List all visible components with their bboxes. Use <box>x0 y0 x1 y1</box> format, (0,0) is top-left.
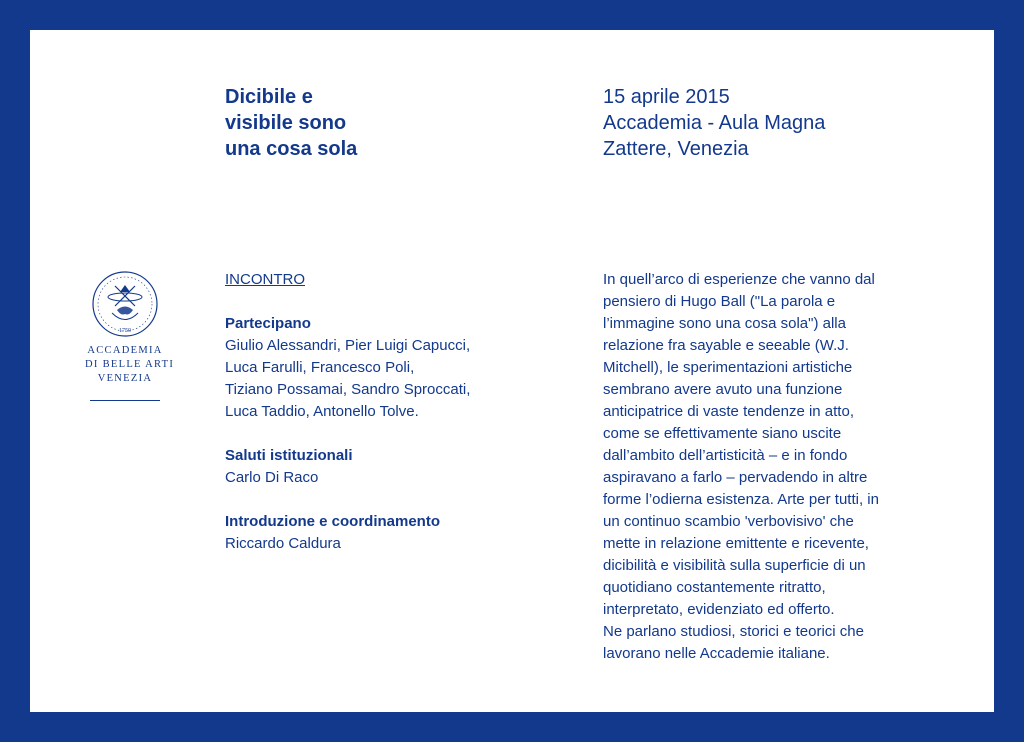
description-text <box>603 269 973 665</box>
event-location: Zattere, Venezia <box>603 138 749 160</box>
program-column <box>225 269 555 577</box>
academy-logo <box>85 270 175 401</box>
description-line: relazione fra sayable e seeable (W.J. <box>603 337 849 354</box>
participants-line: Giulio Alessandri, Pier Luigi Capucci, <box>225 337 471 354</box>
greetings-name: Carlo Di Raco <box>225 469 319 486</box>
description-line: dall’ambito dell’artisticità – e in fondo <box>603 447 848 464</box>
title-line: visibile sono <box>225 112 347 134</box>
participants-group <box>225 313 555 423</box>
title-line: Dicibile e <box>225 86 313 108</box>
description-line: quotidiano costantemente ritratto, <box>603 579 826 596</box>
event-title <box>225 84 485 162</box>
description-line: dicibilità e visibilità sulla superficie di un <box>603 557 866 574</box>
academy-name-line: DI BELLE ARTI <box>85 359 175 370</box>
description-line: pensiero di Hugo Ball ("La parola e <box>603 293 836 310</box>
description-line: lavorano nelle Accademie italiane. <box>603 645 830 662</box>
academy-name-line: ACCADEMIA <box>87 345 163 356</box>
description-line: un continuo scambio 'verbovisivo' che <box>603 513 854 530</box>
introduction-group <box>225 511 555 555</box>
description-line: interpretato, evidenziato ed offerto. <box>603 601 835 618</box>
title-line: una cosa sola <box>225 138 358 160</box>
introduction-name: Riccardo Caldura <box>225 535 341 552</box>
logo-divider <box>90 400 160 401</box>
description-line: Mitchell), le sperimentazioni artistiche <box>603 359 853 376</box>
description-line: l’immagine sono una cosa sola") alla <box>603 315 846 332</box>
description-line: aspiravano a farlo – pervadendo in altre <box>603 469 868 486</box>
academy-name-line: VENEZIA <box>97 373 153 384</box>
event-details <box>603 84 963 162</box>
greetings-heading: Saluti istituzionali <box>225 447 353 464</box>
description-line: forme l’odierna esistenza. Arte per tutti, in <box>603 491 879 508</box>
introduction-heading: Introduzione e coordinamento <box>225 513 441 530</box>
section-label-incontro: INCONTRO <box>225 271 305 288</box>
description-line: mette in relazione emittente e ricevente, <box>603 535 869 552</box>
participants-line: Luca Farulli, Francesco Poli, <box>225 359 415 376</box>
event-date: 15 aprile 2015 <box>603 86 730 108</box>
participants-line: Tiziano Possamai, Sandro Sproccati, <box>225 381 471 398</box>
invitation-card <box>30 30 994 712</box>
participants-heading: Partecipano <box>225 315 311 332</box>
description-line: anticipatrice di vaste tendenze in atto, <box>603 403 854 420</box>
description-line: sembrano avere avuto una funzione <box>603 381 843 398</box>
description-line: come se effettivamente siano uscite <box>603 425 842 442</box>
description-line: In quell’arco di esperienze che vanno dal <box>603 271 875 288</box>
description-line: Ne parlano studiosi, storici e teorici che <box>603 623 864 640</box>
greetings-group <box>225 445 555 489</box>
academy-name <box>85 344 175 386</box>
academy-seal-icon <box>91 270 159 338</box>
seal-year: 1750 <box>119 328 131 334</box>
participants-line: Luca Taddio, Antonello Tolve. <box>225 403 419 420</box>
event-venue: Accademia - Aula Magna <box>603 112 826 134</box>
